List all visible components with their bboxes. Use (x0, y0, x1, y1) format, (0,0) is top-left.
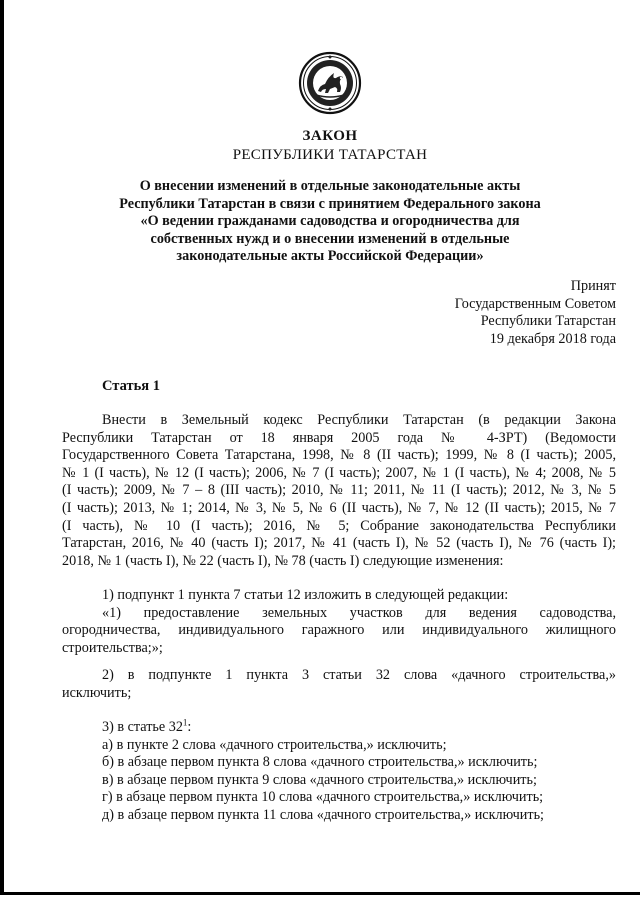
text-line: г) в абзаце первом пункта 10 слова «дачного строительства,» исключить; (102, 789, 544, 806)
adoption-line: Государственным Советом (454, 295, 616, 312)
title-line: законодательные акты Российской Федерации» (176, 248, 484, 264)
text-line: (I часть), № 10 (I часть); 2016, № 5; Собрание законодательства Республики (62, 517, 616, 534)
text-line: «1) предоставление земельных участков для ведения садоводства, (102, 604, 616, 621)
text-line: (I часть); 2009, № 7 – 8 (III часть); 2010, № 11; 2011, № 11 (I часть); 2012, № 3, № 5 (62, 482, 616, 499)
article-heading: Статья 1 (102, 378, 160, 394)
text-line: б) в абзаце первом пункта 8 слова «дачного строительства,» исключить; (102, 754, 538, 771)
text-line: д) в абзаце первом пункта 11 слова «дачного строительства,» исключить; (102, 806, 544, 823)
text-line: а) в пункте 2 слова «дачного строительства,» исключить; (102, 736, 447, 753)
superscript: 1 (182, 717, 188, 728)
page-left-edge (0, 0, 4, 893)
text-line: исключить; (62, 684, 132, 701)
title-line: собственных нужд и о внесении изменений в отдельные (150, 230, 510, 247)
republic-heading: РЕСПУБЛИКИ ТАТАРСТАН (232, 147, 428, 163)
adoption-line: Принят (570, 278, 616, 294)
item-3-intro: 3) в статье 32 (102, 719, 183, 735)
item-3 (62, 719, 616, 825)
title-line: «О ведении гражданами садоводства и огородничества для (140, 213, 520, 229)
intro-paragraph (62, 412, 616, 570)
text-line: строительства;»; (62, 639, 163, 656)
item-2 (62, 667, 616, 702)
law-heading: ЗАКОН (302, 128, 358, 144)
text-line: 2) в подпункте 1 пункта 3 статьи 32 слова «дачного строительства,» (102, 667, 616, 683)
adoption-block (455, 278, 616, 348)
page-bottom-edge (0, 892, 640, 895)
adoption-line: Республики Татарстан (480, 313, 616, 329)
item-3-colon: : (187, 719, 192, 735)
text-line: огородничества, индивидуального гаражного или индивидуального жилищного (62, 622, 616, 639)
text-line: Внести в Земельный кодекс Республики Татарстан (в редакции Закона (102, 412, 616, 428)
text-line: Татарстан, 2016, № 40 (часть I); 2017, № 41 (часть I), № 52 (часть I), № 76 (часть I); (62, 535, 616, 552)
text-line: Государственного Совета Татарстана, 1998, № 8 (II часть); 1999, № 8 (I часть); 2005, (62, 447, 616, 464)
adoption-date: 19 декабря 2018 года (489, 330, 616, 347)
text-line: в) в абзаце первом пункта 9 слова «дачного строительства,» исключить; (102, 771, 537, 788)
text-line (62, 719, 616, 737)
text-line: (I часть); 2013, № 1; 2014, № 3, № 5, № 6 (II часть), № 7, № 12 (II часть); 2015, № 7 (62, 499, 616, 516)
text-line: Республики Татарстан от 18 января 2005 года № 4-ЗРТ) (Ведомости (62, 429, 616, 446)
text-line: № 1 (I часть), № 12 (I часть); 2006, № 7 (I часть); 2007, № 1 (I часть), № 4; 2008, № 5 (62, 464, 616, 481)
text-line: 1) подпункт 1 пункта 7 статьи 12 изложить в следующей редакции: (102, 587, 509, 603)
item-1 (62, 587, 616, 657)
tatarstan-coat-of-arms-icon (298, 51, 362, 115)
law-title (30, 178, 630, 266)
title-line: О внесении изменений в отдельные законодательные акты (139, 178, 521, 194)
title-line: Республики Татарстан в связи с принятием Федерального закона (119, 195, 541, 212)
text-line: 2018, № 1 (часть I), № 22 (часть I), № 78 (часть I) следующие изменения: (62, 552, 504, 569)
